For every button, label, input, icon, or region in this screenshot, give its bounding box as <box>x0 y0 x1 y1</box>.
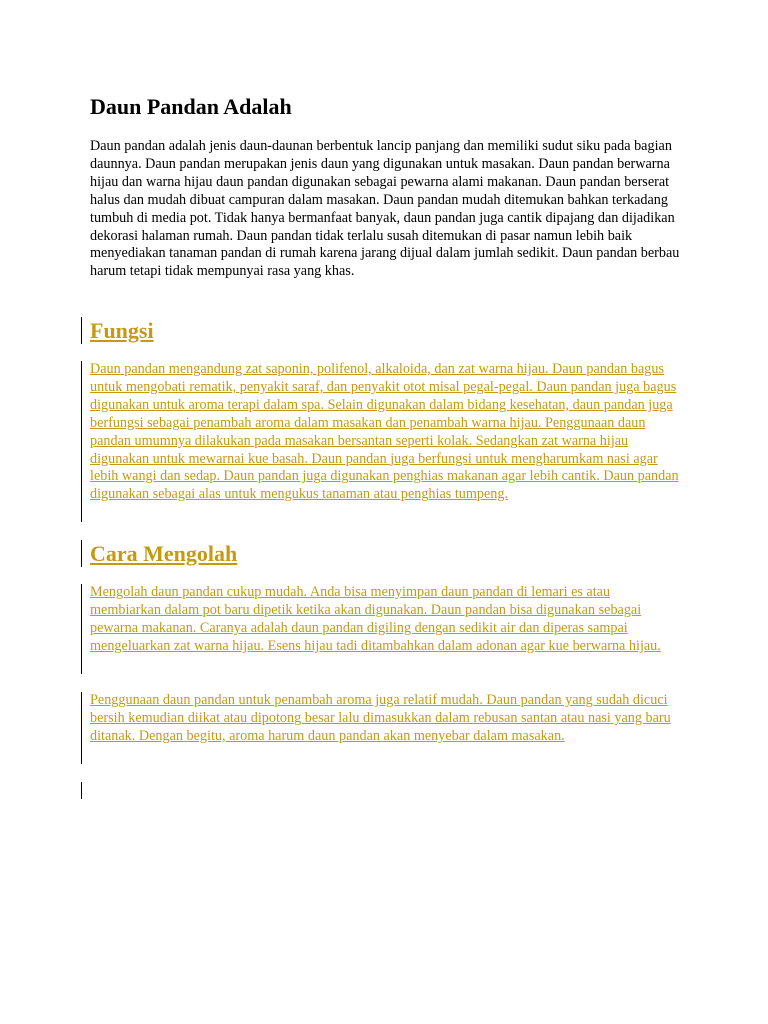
section-heading-cara-mengolah: Cara Mengolah <box>90 541 238 566</box>
section-heading-fungsi-block <box>81 317 154 344</box>
paragraph-fungsi: Daun pandan mengandung zat saponin, polifenol, alkaloida, dan zat warna hijau. Daun pandan bagus untuk mengobati rematik, penyakit saraf, dan penyakit otot misal pegal-pegal. Daun pandan juga bagus digunakan untuk aroma terapi dalam spa. Selain digunakan dalam bidang kesehatan, daun pandan juga berfungsi sebagai penambah aroma dalam masakan dan penambah warna hijau. Penggunaan daun pandan umumnya dilakukan pada masakan bersantan seperti kolak. Sedangkan zat warna hijau digunakan untuk mewarnai kue basah. Daun pandan juga berfungsi untuk mengharumkam nasi agar lebih wangi dan sedap. Daun pandan juga digunakan penghias makanan agar lebih cantik. Daun pandan digunakan sebagai alas untuk mengukus tanaman atau penghias tumpeng. <box>90 361 679 503</box>
document-title: Daun Pandan Adalah <box>90 94 292 119</box>
section-heading-fungsi: Fungsi <box>90 318 154 343</box>
intro-paragraph: Daun pandan adalah jenis daun-daunan berbentuk lancip panjang dan memiliki sudut siku pada bagian daunnya. Daun pandan merupakan jenis daun yang digunakan untuk masakan. Daun pandan berwarna hijau dan warna hijau daun pandan digunakan sebagai pewarna alami makanan. Daun pandan berserat halus dan mudah dibuat campuran dalam masakan. Daun pandan mudah ditemukan bahkan terkadang tumbuh di media pot. Tidak hanya bermanfaat banyak, daun pandan juga cantik dipajang dan dijadikan dekorasi halaman rumah. Daun pandan tidak terlalu susah ditemukan di pasar namun lebih baik menyediakan tanaman pandan di rumah karena jarang dijual dalam jumlah sedikit. Daun pandan berbau harum tetapi tidak mempunyai rasa yang khas. <box>90 138 680 280</box>
section-cara-mengolah-body-1 <box>81 584 680 674</box>
paragraph-cara-mengolah-1: Mengolah daun pandan cukup mudah. Anda bisa menyimpan daun pandan di lemari es atau membiarkan dalam pot baru dipetik ketika akan digunakan. Daun pandan bisa digunakan sebagai pewarna makanan. Caranya adalah daun pandan digiling dengan sedikit air dan diperas sampai mengeluarkan zat warna hijau. Esens hijau tadi ditambahkan dalam adonan agar kue berwarna hijau. <box>90 584 661 654</box>
section-heading-cara-mengolah-block <box>81 540 237 567</box>
empty-revision-marker <box>81 782 90 799</box>
section-fungsi-body <box>81 361 680 522</box>
section-cara-mengolah-body-2 <box>81 692 680 764</box>
paragraph-cara-mengolah-2: Penggunaan daun pandan untuk penambah aroma juga relatif mudah. Daun pandan yang sudah dicuci bersih kemudian diikat atau dipotong besar lalu dimasukkan dalam rebusan santan atau nasi yang baru ditanak. Dengan begitu, aroma harum daun pandan akan menyebar dalam masakan. <box>90 692 671 744</box>
